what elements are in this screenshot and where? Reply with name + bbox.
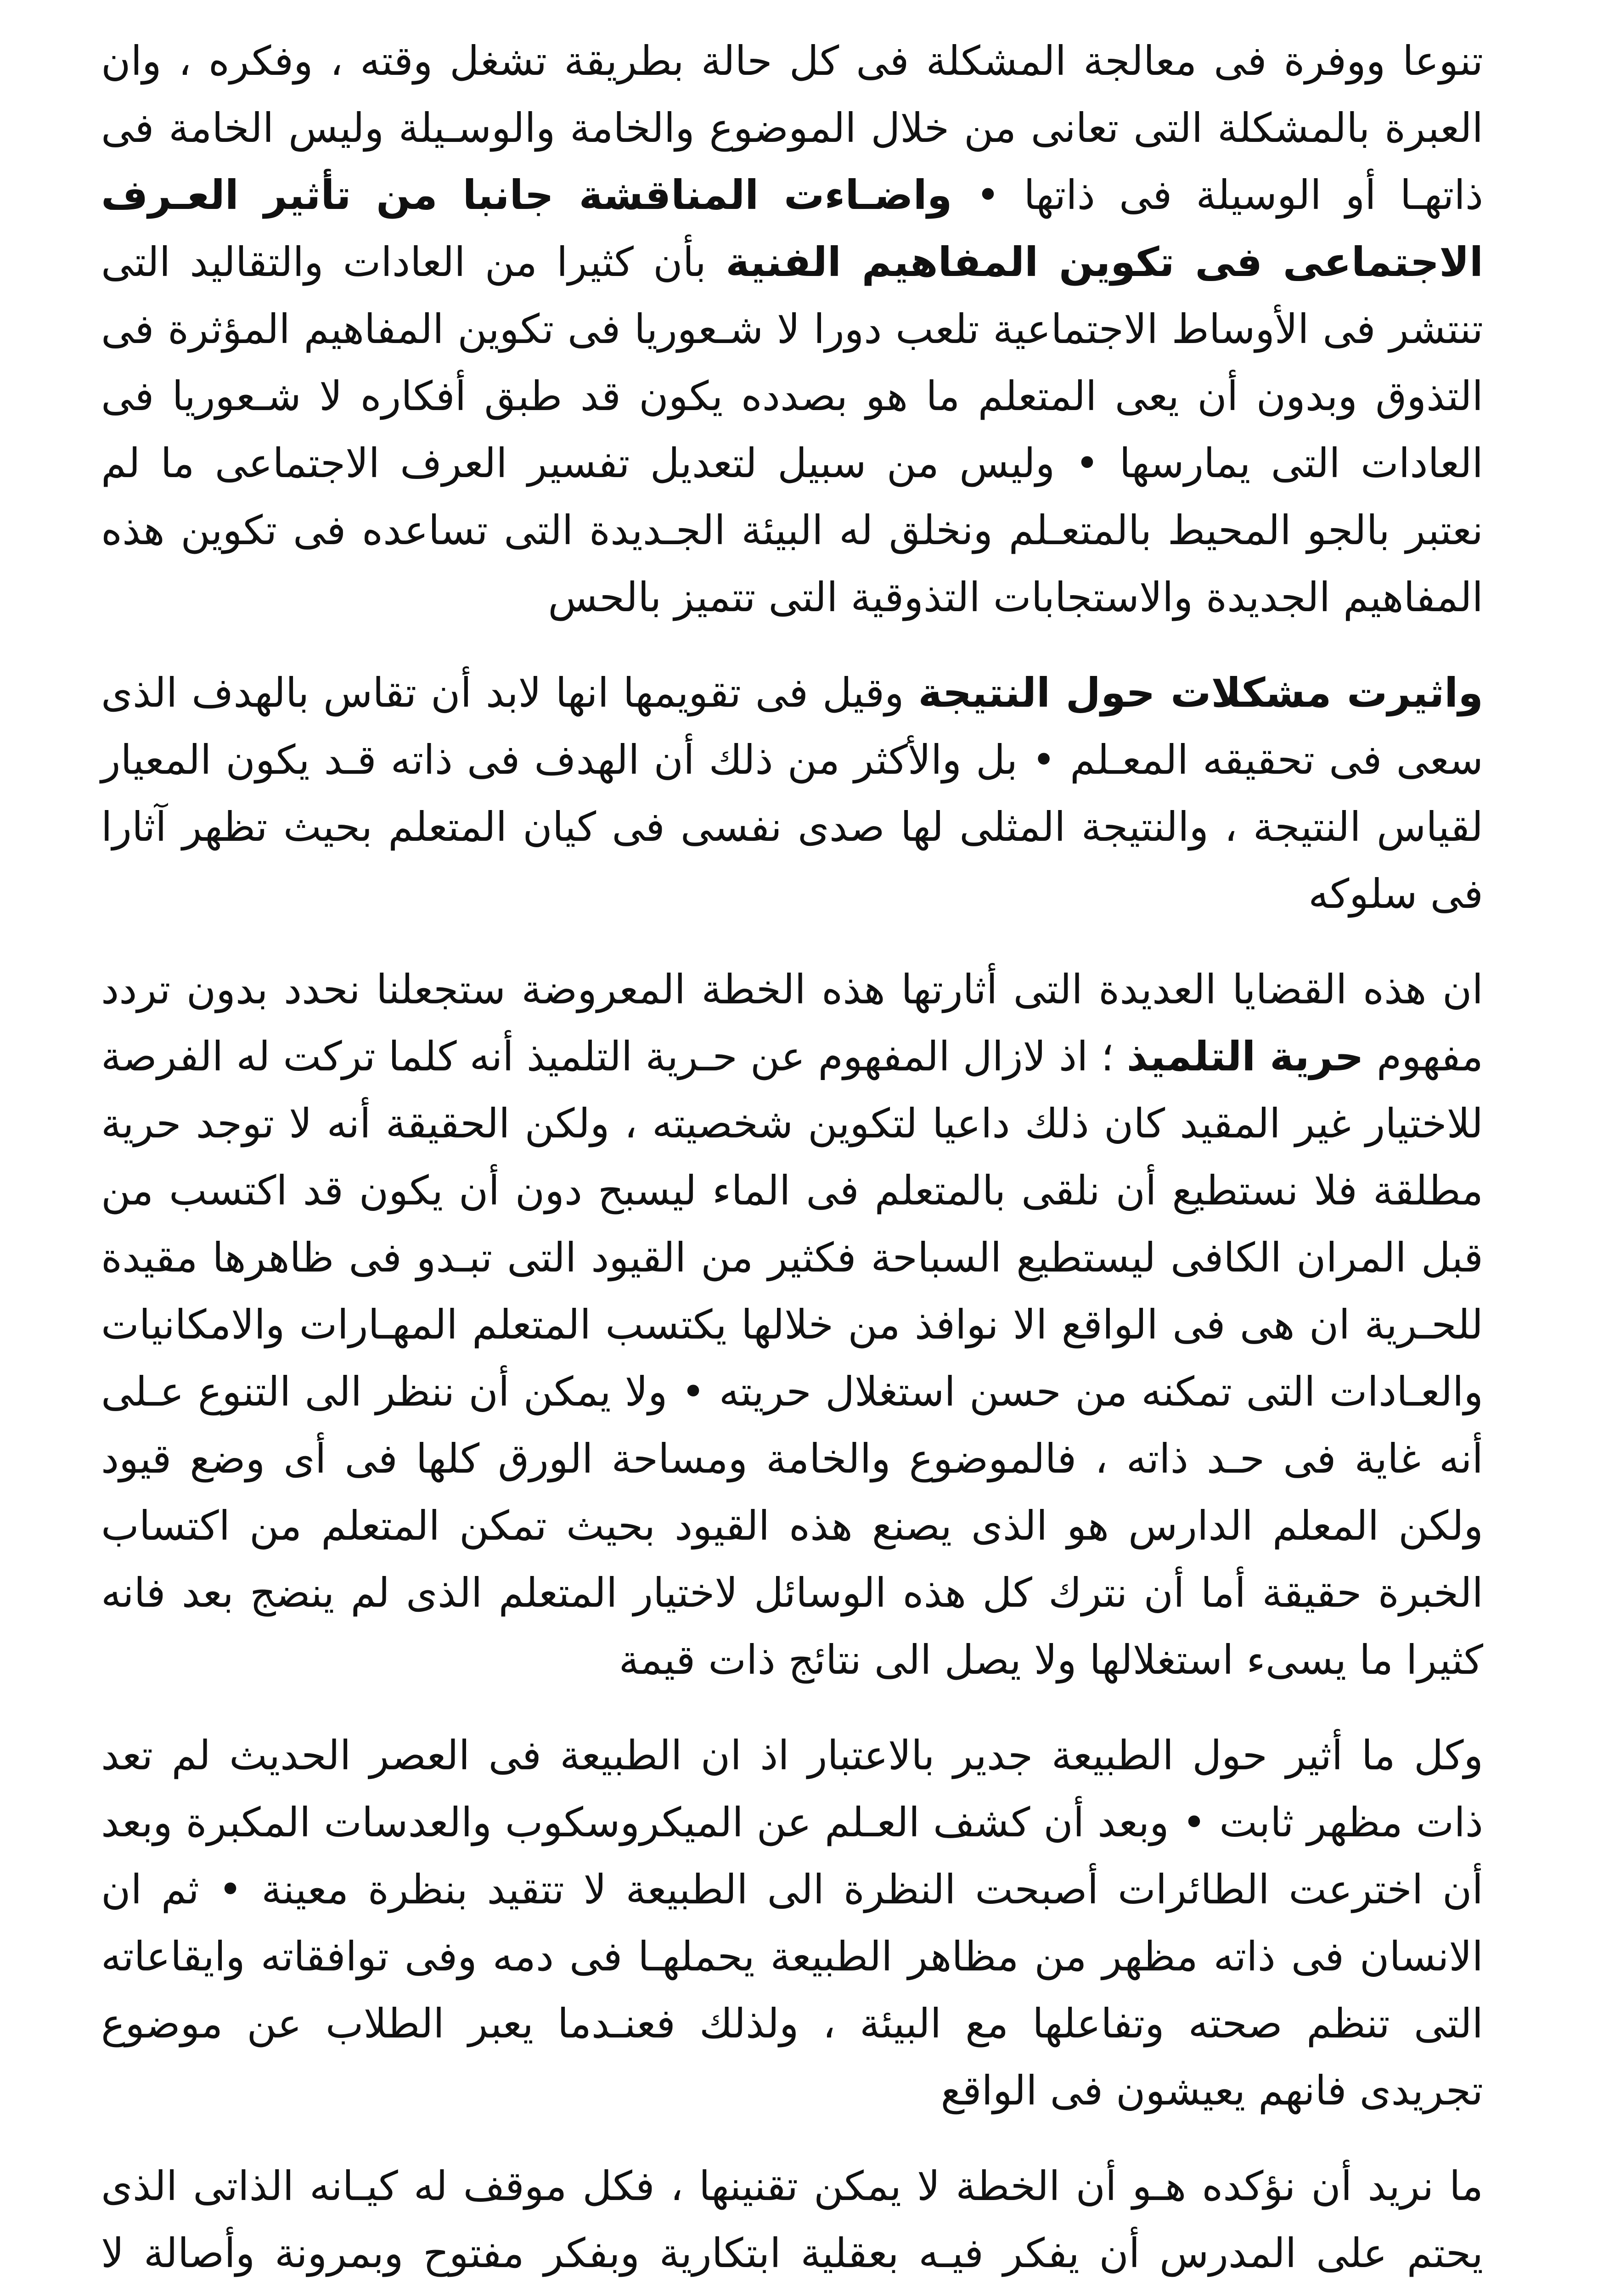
text-run: ان هذه القضايا العديدة التى أثارتها هذه الخطة المعروضة ستجعلنا نحدد بدون تردد مفهوم	[101, 966, 1484, 1080]
document-page	[101, 28, 1483, 2296]
paragraph	[101, 2153, 1483, 2296]
paragraph	[101, 28, 1483, 631]
text-run: وقيل فى تقويمها انها لابد أن تقاس بالهدف الذى سعى فى تحقيقه المعـلم • بل والأكثر من ذلك أن الهدف فى ذاته قـد يكون المعيار لقياس النتيجة ، والنتيجة المثلى لها صدى نفسى فى كيان المتعلم بحيث تظهر آثارا فى سلوكه	[101, 669, 1483, 917]
bold-phrase: حرية التلميذ	[1126, 1033, 1364, 1080]
body-text	[101, 28, 1483, 2296]
text-run: تنوعا ووفرة فى معالجة المشكلة فى كل حالة بطريقة تشغل وقته ، وفكره ، وان العبرة بالمشكلة التى تعانى من خلال الموضوع والخامة والوسـيلة وليس الخامة فى ذاتهـا أو الوسيلة فى ذاتها •	[101, 37, 1484, 219]
text-run: وكل ما أثير حول الطبيعة جدير بالاعتبار اذ ان الطبيعة فى العصر الحديث لم تعد ذات مظهر ثابت • وبعد أن كشف العـلم عن الميكروسكوب والعدسات المكبرة وبعد أن اخترعت الطائرات أصبحت النظرة الى الطبيعة لا تتقيد بنظرة معينة • ثم ان الانسان فى ذاته مظهر من مظاهر الطبيعة يحملهـا فى دمه وفى توافقاته وايقاعاته التى تنظم صحته وتفاعلها مع البيئة ، ولذلك فعنـدما يعبر الطلاب عن موضوع تجريدى فانهم يعيشون فى الواقع	[101, 1732, 1483, 2114]
paragraph	[101, 1722, 1483, 2124]
text-run: بأن كثيرا من العادات والتقاليد التى تنتشر فى الأوساط الاجتماعية تلعب دورا لا شـعوريا فى تكوين المفاهيم المؤثرة فى التذوق وبدون أن يعى المتعلم ما هو بصدده يكون قد طبق أفكاره لا شـعوريا فى العادات التى يمارسها • وليس من سبيل لتعديل تفسير العرف الاجتماعى ما لم نعتبر بالجو المحيط بالمتعـلم ونخلق له البيئة الجـديدة التى تساعده فى تكوين هذه المفاهيم الجديدة والاستجابات التذوقية التى تتميز بالحس	[101, 238, 1483, 621]
paragraph	[101, 956, 1483, 1694]
text-run: ما نريد أن نؤكده هـو أن الخطة لا يمكن تقنينها ، فكل موقف له كيـانه الذاتى الذى يحتم على المدرس أن يفكر فيـه بعقلية ابتكارية وبفكر مفتوح وبمرونة وأصالة لا	[101, 2162, 1483, 2277]
bold-phrase: واثيرت مشكلات حول النتيجة	[918, 669, 1483, 716]
paragraph	[101, 659, 1483, 928]
text-run: ؛ اذ لازال المفهوم عن حـرية التلميذ أنه كلما تركت له الفرصة للاختيار غير المقيد كان ذلك داعيا لتكوين شخصيته ، ولكن الحقيقة أنه لا توجد حرية مطلقة فلا نستطيع أن نلقى بالمتعلم فى الماء ليسبح دون أن يكون قد اكتسب من قبل المران الكافى ليستطيع السباحة فكثير من القيود التى تبـدو فى ظاهرها مقيدة للحـرية ان هى فى الواقع الا نوافذ من خلالها يكتسب المتعلم المهـارات والامكانيات والعـادات التى تمكنه من حسن استغلال حريته • ولا يمكن أن ننظر الى التنوع عـلى أنه غاية فى حـد ذاته ، فالموضوع والخامة ومساحة الورق كلها فى أى وضع قيود ولكن المعلم الدارس هو الذى يصنع هذه القيود بحيث تمكن المتعلم من اكتساب الخبرة حقيقة أما أن نترك كل هذه الوسائل لاختيار المتعلم الذى لم ينضج بعد فانه كثيرا ما يسىء استغلالها ولا يصل الى نتائج ذات قيمة	[101, 1033, 1483, 1683]
bold-phrase: واضـاءت المناقشة جانبا من تأثير العـرف الاجتماعى فى تكوين المفاهيم الفنية	[101, 171, 1483, 286]
